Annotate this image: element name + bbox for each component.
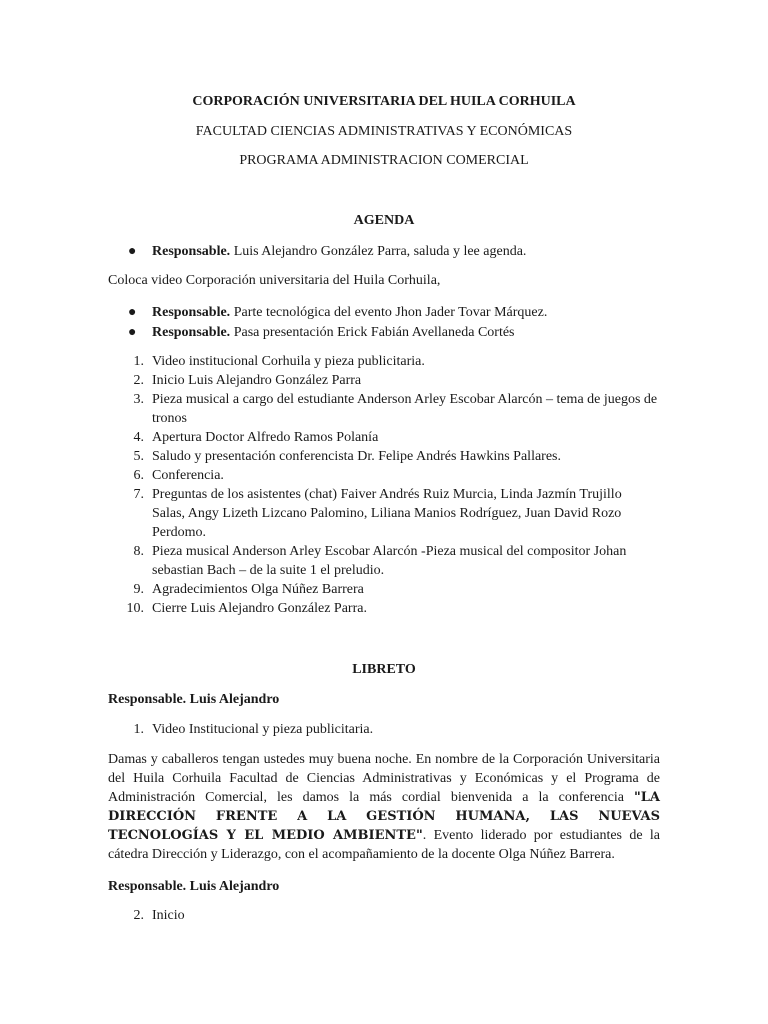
agenda-item: 1. Video institucional Corhuila y pieza publicitaria.: [133, 354, 425, 369]
agenda-item: 4. Apertura Doctor Alfredo Ramos Polanía: [133, 430, 379, 445]
faculty-title: FACULTAD CIENCIAS ADMINISTRATIVAS Y ECONÓMICAS: [195, 124, 573, 139]
responsable-text: Pasa presentación Erick Fabián Avellaneda Cortés: [230, 325, 515, 340]
libreto-heading: LIBRETO: [352, 662, 416, 677]
conference-title: "LA DIRECCIÓN FRENTE A LA GESTIÓN HUMANA, LAS NUEVAS TECNOLOGÍAS Y EL MEDIO AMBIENTE": [108, 790, 660, 843]
responsable-label: Responsable.: [152, 305, 231, 320]
agenda-item: 6. Conferencia.: [133, 468, 224, 483]
welcome-paragraph: Damas y caballeros tengan ustedes muy buena noche. En nombre de la Corporación Universitaria del Huila Corhuila Facultad de Ciencias Administrativas y Económicas y el Programa de Administración Comercial, les damos la más cordial bienvenida a la conferencia "LA DIRECCIÓN FRENTE A LA GESTIÓN HUMANA, LAS NUEVAS TECNOLOGÍAS Y EL MEDIO AMBIENTE". Evento liderado por estudiantes de la cátedra Dirección y Liderazgo, con el acompañamiento de la docente Olga Núñez Barrera.: [108, 752, 660, 862]
responsable-text: Luis Alejandro González Parra, saluda y lee agenda.: [230, 244, 527, 259]
libreto-item: 1. Video Institucional y pieza publicitaria.: [133, 722, 374, 737]
libreto-responsable-2: Responsable. Luis Alejandro: [108, 879, 280, 894]
program-title: PROGRAMA ADMINISTRACION COMERCIAL: [239, 153, 529, 168]
libreto-list-1: [118, 720, 658, 739]
agenda-item: 3. Pieza musical a cargo del estudiante Anderson Arley Escobar Alarcón – tema de juegos de tronos: [133, 392, 658, 426]
bullet-icon: ●: [128, 305, 137, 320]
agenda-list: [118, 352, 658, 618]
video-note: Coloca video Corporación universitaria del Huila Corhuila,: [108, 273, 441, 288]
agenda-item: 9. Agradecimientos Olga Núñez Barrera: [133, 582, 364, 597]
institution-title: CORPORACIÓN UNIVERSITARIA DEL HUILA CORHUILA: [192, 94, 576, 109]
bullet-icon: ●: [128, 325, 137, 340]
responsable-label: Responsable.: [152, 244, 231, 259]
responsable-text: Parte tecnológica del evento Jhon Jader Tovar Márquez.: [230, 305, 548, 320]
agenda-item: 5. Saludo y presentación conferencista Dr. Felipe Andrés Hawkins Pallares.: [133, 449, 562, 464]
responsable-label: Responsable.: [152, 325, 231, 340]
libreto-list-2: [118, 906, 658, 925]
libreto-responsable-1: Responsable. Luis Alejandro: [108, 692, 280, 707]
agenda-item: 7. Preguntas de los asistentes (chat) Faiver Andrés Ruiz Murcia, Linda Jazmín Trujillo Salas, Angy Lizeth Lizcano Palomino, Liliana Manios Rodríguez, Juan David Rozo Perdomo.: [133, 487, 622, 540]
agenda-heading: AGENDA: [353, 213, 415, 228]
agenda-item: 8. Pieza musical Anderson Arley Escobar Alarcón -Pieza musical del compositor Johan sebastian Bach – de la suite 1 el preludio.: [133, 544, 627, 578]
bullet-icon: ●: [128, 244, 137, 259]
agenda-item: 2. Inicio Luis Alejandro González Parra: [133, 373, 362, 388]
libreto-item: 2. Inicio: [133, 908, 185, 923]
agenda-item: 10. Cierre Luis Alejandro González Parra.: [126, 601, 367, 616]
